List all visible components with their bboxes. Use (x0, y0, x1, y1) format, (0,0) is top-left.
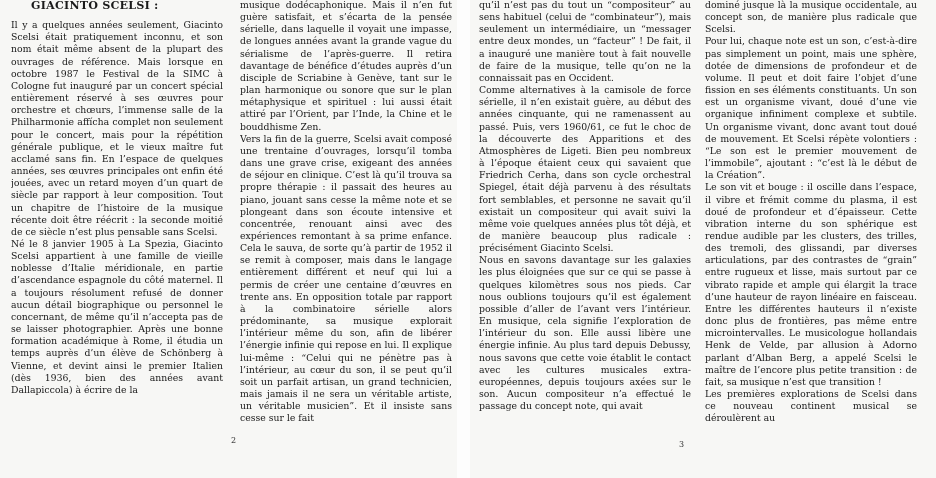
column-4 (705, 0, 917, 434)
paragraph: Pour lui, chaque note est un son, c’est-à-dire pas simplement un point, mais une sphère, dotée de dimensions de profondeur et de volume. Il peut et doit faire l’objet d’une fission en ses éléments constituants. Un son est un organisme vivant, doué d’une vie organique infiniment complexe et subtile. Un organisme vivant, donc avant tout doué de mouvement. Et Scelsi répète volontiers : “Le son est le premier mouvement de l’immobile”, ajoutant : “c’est là le début de la Création”. (705, 36, 917, 182)
paragraph: qu’il n’est pas du tout un “compositeur” au sens habituel (celui de “combinateur”), mais seulement un intermédiaire, un “messager entre deux mondes, un “facteur” ! De fait, il a inauguré une manière tout à fait nouvelle de faire de la musique, telle qu’on ne la connaissait pas en Occident. (479, 0, 691, 84)
paragraph: musique dodécaphonique. Mais il n’en fut guère satisfait, et s’écarta de la pensée sérielle, dans laquelle il voyait une impasse, de longues années avant la grande vague du sérialisme de l’après-guerre. Il retira davantage de bénéfice d’études auprès d’un disciple de Scriabine à Genève, tant sur le plan harmonique ou sonore que sur le plan métaphysique et spirituel : lui aussi était attiré par l’Orient, par l’Inde, la Chine et le bouddhisme Zen. (240, 0, 452, 133)
column-1 (11, 0, 223, 434)
book-gutter (457, 0, 470, 478)
paragraph: Les premières explorations de Scelsi dans ce nouveau continent musical se déroulèrent au (705, 389, 917, 425)
page-number-left: 2 (231, 436, 237, 445)
column-3 (479, 0, 691, 434)
column-2 (240, 0, 452, 434)
paragraph: Nous en savons davantage sur les galaxies les plus éloignées que sur ce qui se passe à quelques kilomètres sous nos pieds. Car nous oublions toujours qu’il est également possible d’aller de l’avant vers l’intérieur. En musique, cela signifie l’exploration de l’intérieur du son. Elle aussi libère une énergie infinie. Au plus tard depuis Debussy, nous savons que cette voie établit le contact avec les cultures musicales extra-européennes, depuis toujours axées sur le son. Aucun compositeur n’a effectué le passage du concept note, qui avait (479, 255, 691, 413)
paragraph: Né le 8 janvier 1905 à La Spezia, Giacinto Scelsi appartient à une famille de vieille noblesse d’Italie méridionale, en partie d’ascendance espagnole du côté maternel. Il a toujours résolument refusé de donner aucun détail biographique ou personnel le concernant, de même qu’il n’accepta pas de se laisser photographier. Après une bonne formation académique à Rome, il étudia un temps auprès d’un élève de Schönberg à Vienne, et devint ainsi le premier Italien (dès 1936, bien des années avant Dallapiccola) à écrire de la (11, 238, 223, 396)
paragraph: Le son vit et bouge : il oscille dans l’espace, il vibre et frémit comme du plasma, il est doué de profondeur et d’épaisseur. Cette vibration interne du son sphérique est rendue audible par les clusters, des trilles, des tremoli, des glissandi, par diverses articulations, par des contrastes de “grain” entre rugueux et lisse, mais surtout par ce vibrato rapide et ample qui élargit la trace d’une hauteur de rayon linéaire en faisceau. Entre les différentes hauteurs il n’existe donc plus de frontières, pas même entre microintervalles. Le musicologue hollandais Henk de Velde, par allusion à Adorno parlant d’Alban Berg, a appelé Scelsi le maître de l’encore plus petite transition : de fait, sa musique n’est que transition ! (705, 182, 917, 388)
paragraph: Il y a quelques années seulement, Giacinto Scelsi était pratiquement inconnu, et son nom était même absent de la plupart des ouvrages de référence. Mais lorsque en octobre 1987 le Festival de la SIMC à Cologne fut inauguré par un concert spécial entièrement réservé à ses œuvres pour orchestre et chœurs, l’immense salle de la Philharmonie affícha complet non seulement pour le concert, mais pour la répétition générale publique, et le vieux maître fut acclamé sans fin. En l’espace de quelques années, ses œuvres principales ont enfin été jouées, avec un retard moyen d’un quart de siècle par rapport à leur composition. Tout un chapitre de l’histoire de la musique récente doit être réécrit : la seconde moitié de ce siècle n’est plus pensable sans Scelsi. (11, 20, 223, 238)
article-heading: GIACINTO SCELSI : (31, 0, 159, 12)
paragraph: Comme alternatives à la camisole de force sérielle, il n’en existait guère, au début des années cinquante, qui ne ramenassent au passé. Puis, vers 1960/61, ce fut le choc de la découverte des Apparitions et des Atmosphères de Ligeti. Bien peu nombreux à l’époque étaient ceux qui savaient que Friedrich Cerha, dans son cycle orchestral Spiegel, était déjà parvenu à des résultats fort semblables, et personne ne savait qu’il existait un compositeur qui avait suivi la même voie quelques années plus tôt déjà, et de manière beaucoup plus radicale : précisément Giacinto Scelsi. (479, 85, 691, 255)
paragraph: Vers la fin de la guerre, Scelsi avait composé une trentaine d’ouvrages, lorsqu’il tomba dans une grave crise, exigeant des années de séjour en clinique. C’est là qu’il trouva sa propre thérapie : il passait des heures au piano, jouant sans cesse la même note et se plongeant dans son écoute intensive et concentrée, renouant ainsi avec des expériences remontant à sa prime enfance. Cela le sauva, de sorte qu’à partir de 1952 il se remit à composer, mais dans le langage entièrement différent et neuf qui lui a permis de créer une centaine d’œuvres en trente ans. En opposition totale par rapport à la combinatoire sérielle alors prédominante, sa musique explorait l’intérieur même du son, afin de libérer l’énergie infinie qui repose en lui. Il explique lui-même : “Celui qui ne pénètre pas à l’intérieur, au cœur du son, il se peut qu’il soit un parfait artisan, un grand technicien, mais jamais il ne sera un véritable artiste, un véritable musicien”. Et il insiste sans cesse sur le fait (240, 133, 452, 425)
paragraph: dominé jusque là la musique occidentale, au concept son, de manière plus radicale que Scelsi. (705, 0, 917, 36)
page-number-right: 3 (679, 440, 685, 449)
